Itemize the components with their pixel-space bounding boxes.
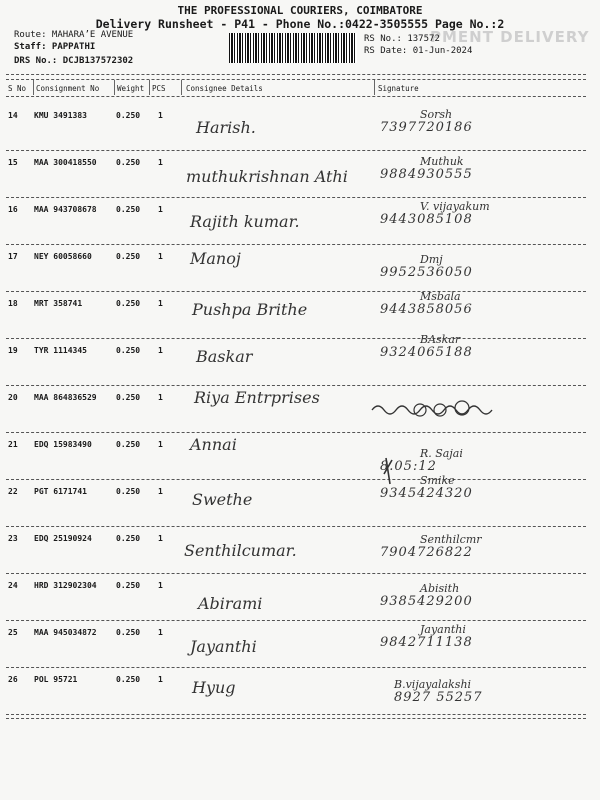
rs-date: RS Date: 01-Jun-2024 [364,46,473,56]
row-sno: 15 [8,158,18,167]
signature-name: Abisith [420,582,460,595]
table-row [0,292,600,338]
table-row [0,245,600,291]
signature-phone: 9884930555 [380,167,473,182]
signature-name: R. Sajai [420,447,463,460]
table-row [0,198,600,244]
row-signature [380,474,473,501]
footer-divider [6,718,586,719]
row-sno: 18 [8,299,18,308]
column-header-weight: Weight [117,84,145,93]
row-pcs: 1 [158,581,163,590]
row-signature [394,678,483,705]
rs-number: RS No.: 137572 [364,34,440,44]
row-consignee-name: Riya Entrprises [194,388,320,407]
row-weight: 0.250 [116,393,141,402]
row-signature [380,108,473,135]
row-consignment-no: MRT 358741 [34,299,83,308]
signature-name: Msbala [420,290,461,303]
table-row [0,621,600,667]
signature-name: BAskar [420,333,461,346]
row-consignment-no: PGT 6171741 [34,487,87,496]
row-consignee-name: Annai [190,435,237,454]
table-row [0,433,600,479]
barcode-image [229,33,357,63]
row-weight: 0.250 [116,675,141,684]
row-consignment-no: TYR 1114345 [34,346,87,355]
row-pcs: 1 [158,440,163,449]
column-divider [114,80,115,95]
row-consignee-name: Hyug [192,678,236,697]
signature-phone: 9443858056 [380,302,473,317]
row-consignment-no: EDQ 25190924 [34,534,92,543]
row-pcs: 1 [158,534,163,543]
table-row [0,527,600,573]
header-divider [6,74,586,75]
signature-phone: 8927 55257 [394,690,483,705]
row-consignee-name: Senthilcumar. [184,541,297,560]
row-consignment-no: HRD 312902304 [34,581,97,590]
signature-phone: 7904726822 [380,545,473,560]
row-pcs: 1 [158,487,163,496]
row-consignment-no: KMU 3491383 [34,111,87,120]
row-consignee-name: Swethe [192,490,253,509]
row-weight: 0.250 [116,440,141,449]
row-consignment-no: MAA 945034872 [34,628,97,637]
staff-text: Staff: PAPPATHI [14,42,96,52]
row-weight: 0.250 [116,205,141,214]
row-signature [380,582,473,609]
table-row [0,151,600,197]
row-consignment-no: POL 95721 [34,675,78,684]
column-divider [181,80,182,95]
row-pcs: 1 [158,346,163,355]
signature-phone: 9324065188 [380,345,473,360]
signature-phone: 9952536050 [380,265,473,280]
row-sno: 20 [8,393,18,402]
row-sno: 14 [8,111,18,120]
row-signature [380,290,473,317]
row-signature [380,155,473,182]
row-pcs: 1 [158,675,163,684]
table-row [0,668,600,714]
row-weight: 0.250 [116,346,141,355]
row-pcs: 1 [158,628,163,637]
signature-name: V. vijayakum [420,200,490,213]
signature-name: B.vijayalakshi [394,678,472,691]
row-signature [380,253,473,280]
row-pcs: 1 [158,111,163,120]
row-consignment-no: MAA 943708678 [34,205,97,214]
signature-name: Dmj [420,253,443,266]
column-divider [33,80,34,95]
row-sno: 24 [8,581,18,590]
row-consignee-name: Jayanthi [190,637,257,656]
table-row [0,474,600,526]
signature-name: Jayanthi [420,623,466,636]
row-pcs: 1 [158,393,163,402]
row-weight: 0.250 [116,111,141,120]
row-consignee-name: Manoj [190,249,241,268]
signature-name: Sorsh [420,108,453,121]
watermark-text: PMENT DELIVERY [430,28,590,46]
column-header-consignment: Consignment No [36,84,100,93]
company-title: THE PROFESSIONAL COURIERS, COIMBATORE [177,4,423,17]
row-sno: 17 [8,252,18,261]
column-header-signature: Signature [378,84,419,93]
row-consignment-no: NEY 60058660 [34,252,92,261]
signature-phone: 9345424320 [380,486,473,501]
row-pcs: 1 [158,158,163,167]
table-row [0,574,600,620]
signature-phone: 9842711138 [380,635,473,650]
row-consignee-name: Pushpa Brithe [192,300,308,319]
row-weight: 0.250 [116,628,141,637]
header-divider [6,96,586,97]
row-signature [380,200,490,227]
row-signature [380,623,473,650]
table-row [0,104,600,150]
row-sno: 26 [8,675,18,684]
drs-number: DRS No.: DCJB137572302 [14,56,134,66]
row-signature [380,333,473,360]
row-sno: 25 [8,628,18,637]
row-divider [6,714,586,715]
column-divider [149,80,150,95]
row-weight: 0.250 [116,487,141,496]
row-consignee-name: muthukrishnan Athi [186,167,348,186]
row-sno: 23 [8,534,18,543]
row-consignee-name: Baskar [196,347,253,366]
row-weight: 0.250 [116,158,141,167]
row-sno: 19 [8,346,18,355]
row-sno: 21 [8,440,18,449]
row-consignment-no: MAA 864836529 [34,393,97,402]
runsheet-title: Delivery Runsheet - P41 - Phone No.:0422-3505555 Page No.:2 [95,17,505,31]
signature-name: Senthilcmr [420,533,482,546]
row-consignee-name: Rajith kumar. [190,212,300,231]
signature-phone: 9385429200 [380,594,473,609]
row-pcs: 1 [158,299,163,308]
row-sno: 22 [8,487,18,496]
row-weight: 0.250 [116,299,141,308]
column-header-consignee: Consignee Details [186,84,263,93]
row-pcs: 1 [158,205,163,214]
signature-name: Muthuk [420,155,464,168]
signature-phone: 9443085108 [380,212,473,227]
column-header-sno: S No [8,84,27,93]
header-divider [6,79,586,80]
signature-phone: 8.05:12 [380,459,437,474]
row-weight: 0.250 [116,252,141,261]
row-weight: 0.250 [116,534,141,543]
row-consignment-no: EDQ 15983490 [34,440,92,449]
row-consignee-name: Abirami [198,594,263,613]
table-row [0,386,600,432]
row-signature [380,447,463,474]
column-header-pcs: PCS [152,84,166,93]
column-divider [374,80,375,95]
table-row [0,333,600,385]
signature-name: Smike [420,474,455,487]
row-signature [380,394,420,406]
row-consignment-no: MAA 300418550 [34,158,97,167]
route-text: Route: MAHARA’E AVENUE [14,30,134,40]
row-consignee-name: Harish. [196,118,256,137]
row-signature [380,533,482,560]
signature-phone: 7397720186 [380,120,473,135]
row-weight: 0.250 [116,581,141,590]
row-pcs: 1 [158,252,163,261]
row-sno: 16 [8,205,18,214]
